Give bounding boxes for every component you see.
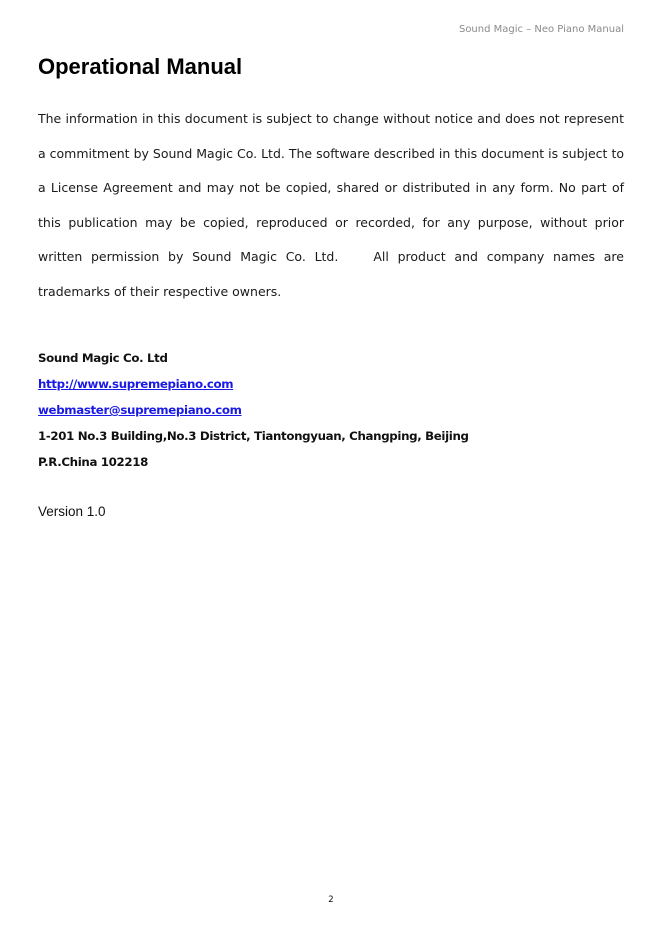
website-link[interactable]: http://www.supremepiano.com xyxy=(38,377,234,391)
page-number: 2 xyxy=(328,895,334,905)
address-line-2: P.R.China 102218 xyxy=(38,455,148,469)
page-title: Operational Manual xyxy=(38,54,243,79)
running-header: Sound Magic – Neo Piano Manual xyxy=(458,24,624,35)
copyright-notice: The information in this document is subject to change without notice and does not represent a commitment by Sound Magic Co. Ltd. The software described in this document is subject to a License Agreement and may not be copied, shared or distributed in any form. No part of this publication may be copied, reproduced or recorded, for any purpose, without prior written permission by Sound Magic Co. Ltd. All product and company names are trademarks of their respective owners. xyxy=(38,111,624,299)
contact-block xyxy=(38,345,624,475)
version-label: Version 1.0 xyxy=(38,504,106,519)
company-name: Sound Magic Co. Ltd xyxy=(38,351,168,365)
address-line-1: 1-201 No.3 Building,No.3 District, Tiantongyuan, Changping, Beijing xyxy=(38,429,469,443)
email-link[interactable]: webmaster@supremepiano.com xyxy=(38,403,242,417)
